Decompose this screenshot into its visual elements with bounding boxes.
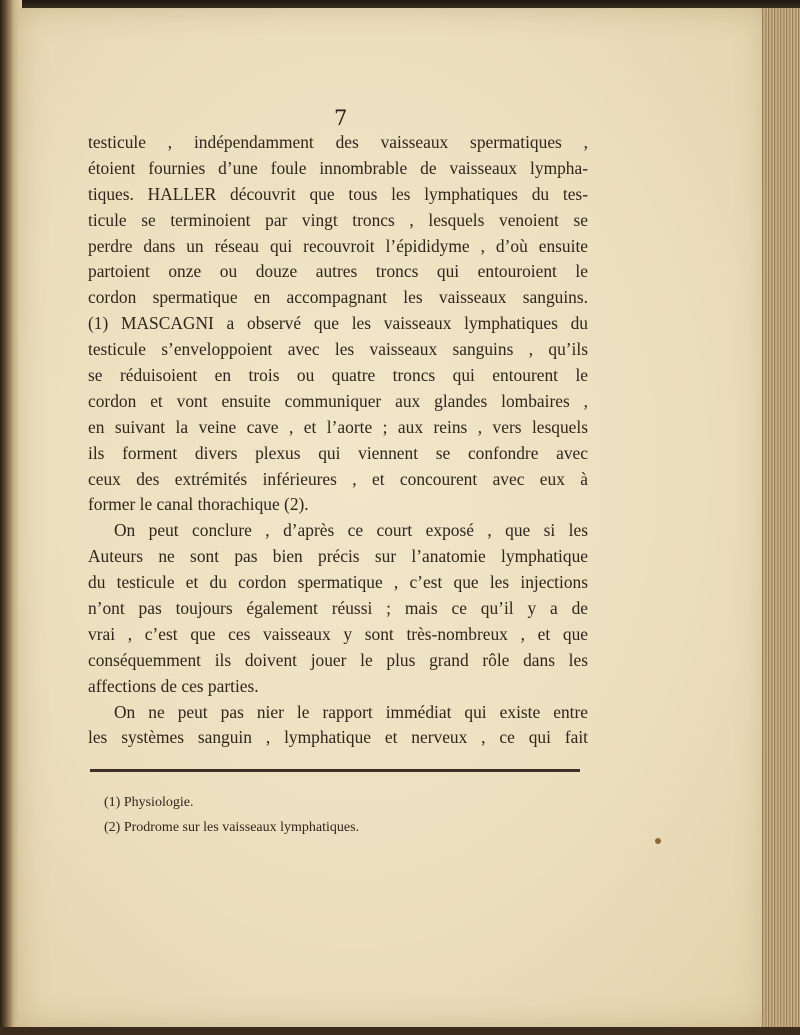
text-line: perdre dans un réseau qui recouvroit l’épididyme , d’où ensuite bbox=[88, 235, 588, 256]
text-line: n’ont pas toujours également réussi ; mais ce qu’il y a de bbox=[88, 598, 588, 619]
footnote: (2) Prodrome sur les vaisseaux lymphatiques. bbox=[104, 820, 360, 835]
body-text bbox=[88, 130, 588, 751]
text-line: ticule se terminoient par vingt troncs , lesquels venoient se bbox=[88, 209, 588, 230]
page-number: 7 bbox=[334, 106, 348, 130]
paper-speck bbox=[655, 838, 661, 844]
footnote-rule bbox=[90, 769, 580, 772]
footnote: (1) Physiologie. bbox=[104, 795, 194, 810]
book-top-edge bbox=[0, 0, 800, 8]
text-line: vrai , c’est que ces vaisseaux y sont très-nombreux , et que bbox=[88, 623, 588, 644]
text-line: testicule , indépendamment des vaisseaux spermatiques , bbox=[88, 132, 588, 152]
text-line: testicule s’enveloppoient avec les vaisseaux sanguins , qu’ils bbox=[88, 339, 588, 360]
text-line: affections de ces parties. bbox=[88, 675, 259, 696]
text-line: On ne peut pas nier le rapport immédiat qui existe entre bbox=[114, 701, 588, 722]
text-line: (1) MASCAGNI a observé que les vaisseaux lymphatiques du bbox=[88, 313, 588, 334]
text-line: les systèmes sanguin , lymphatique et nerveux , ce qui fait bbox=[88, 727, 588, 748]
text-line: cordon et vont ensuite communiquer aux glandes lombaires , bbox=[88, 390, 588, 411]
text-line: conséquemment ils doivent jouer le plus grand rôle dans les bbox=[88, 649, 588, 670]
text-line: ceux des extrémités inférieures , et concourent avec eux à bbox=[88, 468, 588, 489]
text-line: étoient fournies d’une foule innombrable de vaisseaux lympha- bbox=[88, 157, 588, 178]
text-line: Auteurs ne sont pas bien précis sur l’anatomie lymphatique bbox=[88, 546, 588, 567]
book-bottom-edge bbox=[0, 1027, 800, 1035]
text-line: ils forment divers plexus qui viennent se confondre avec bbox=[88, 442, 588, 463]
text-line: cordon spermatique en accompagnant les vaisseaux sanguins. bbox=[88, 287, 588, 308]
text-line: du testicule et du cordon spermatique , c’est que les injections bbox=[88, 572, 588, 593]
footnotes bbox=[104, 790, 359, 840]
text-line: On peut conclure , d’après ce court exposé , que si les bbox=[114, 520, 588, 541]
text-line: se réduisoient en trois ou quatre troncs qui entourent le bbox=[88, 365, 588, 386]
page-edges-stack bbox=[762, 8, 800, 1035]
text-line: tiques. HALLER découvrit que tous les lymphatiques du tes- bbox=[88, 183, 588, 204]
text-line: en suivant la veine cave , et l’aorte ; aux reins , vers lesquels bbox=[88, 416, 588, 437]
text-line: former le canal thorachique (2). bbox=[88, 494, 309, 515]
text-line: partoient onze ou douze autres troncs qui entouroient le bbox=[88, 261, 588, 282]
